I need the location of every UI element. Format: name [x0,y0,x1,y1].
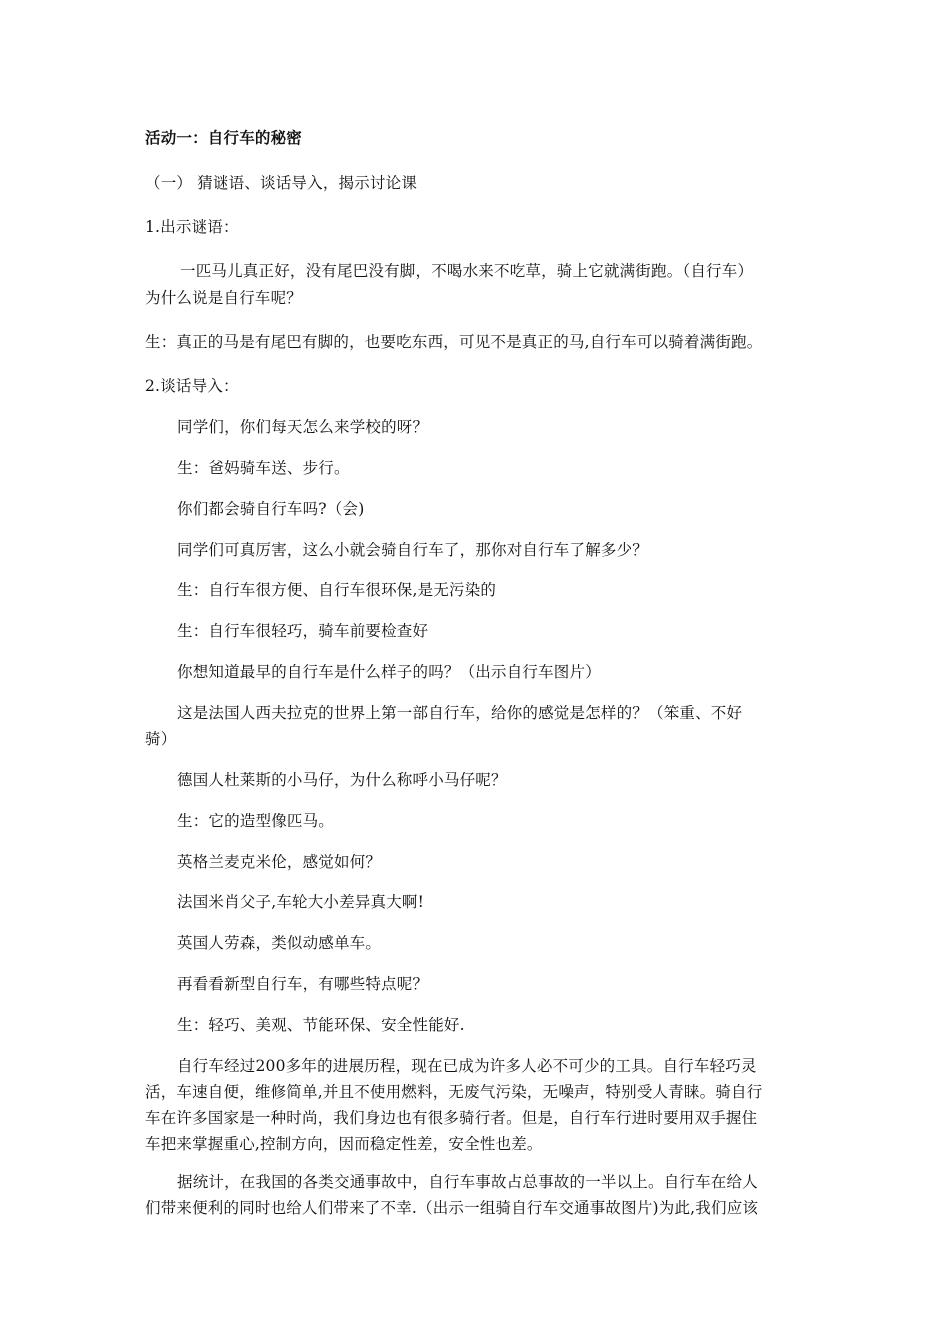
dialogue-line: 你想知道最早的自行车是什么样子的吗？（出示自行车图片） [177,663,601,681]
dialogue-line: 生：自行车很轻巧，骑车前要检查好 [177,622,429,640]
step1-label: 1.出示谜语： [145,218,239,236]
section-heading: （一） 猜谜语、谈话导入，揭示讨论课 [145,174,418,192]
paragraph1-line: 自行车经过200多年的进展历程，现在已成为许多人必不可少的工具。自行车轻巧灵 [177,1057,757,1075]
dialogue-line: 生：它的造型像匹马。 [177,812,335,830]
dialogue-line: 你们都会骑自行车吗?（会) [177,500,365,518]
france-line-2: 骑） [145,730,177,748]
dialogue-line: 再看看新型自行车，有哪些特点呢？ [177,975,429,993]
dialogue-line: 德国人杜莱斯的小马仔，为什么称呼小马仔呢？ [177,771,507,789]
dialogue-line: 同学们可真厉害，这么小就会骑自行车了，那你对自行车了解多少？ [177,541,649,559]
dialogue-line: 生：爸妈骑车送、步行。 [177,459,350,477]
france-line-1: 这是法国人西夫拉克的世界上第一部自行车，给你的感觉是怎样的？（笨重、不好 [177,704,743,722]
paragraph1-line: 活，车速自便，维修简单,并且不使用燃料，无废气污染，无噪声，特别受人青睐。骑自行 [145,1083,763,1101]
dialogue-line: 英格兰麦克米伦，感觉如何？ [177,853,382,871]
dialogue-line: 生：自行车很方便、自行车很环保,是无污染的 [177,581,497,599]
paragraph1-line: 车把来掌握重心,控制方向，因而稳定性差，安全性也差。 [145,1135,543,1153]
dialogue-line: 生：轻巧、美观、节能环保、安全性能好. [177,1016,465,1034]
activity-heading: 活动一：自行车的秘密 [145,129,303,147]
dialogue-line: 同学们，你们每天怎么来学校的呀？ [177,418,429,436]
paragraph2-line: 据统计，在我国的各类交通事故中，自行车事故占总事故的一半以上。自行车在给人 [177,1173,758,1191]
dialogue-line: 法国米肖父子,车轮大小差异真大啊! [177,893,425,911]
riddle-line-1: 一匹马儿真正好，没有尾巴没有脚，不喝水来不吃草，骑上它就满街跑。（自行车） [180,262,754,280]
paragraph1-line: 车在许多国家是一种时尚，我们身边也有很多骑行者。但是，自行车行进时要用双手握住 [145,1109,758,1127]
riddle-line-2: 为什么说是自行车呢？ [145,289,303,307]
paragraph2-line: 们带来便利的同时也给人们带来了不幸.（出示一组骑自行车交通事故图片)为此,我们应该 [145,1199,759,1217]
student-answer-1: 生：真正的马是有尾巴有脚的，也要吃东西，可见不是真正的马,自行车可以骑着满街跑。 [145,333,763,351]
step2-label: 2.谈话导入： [145,377,239,395]
dialogue-line: 英国人劳森，类似动感单车。 [177,934,382,952]
